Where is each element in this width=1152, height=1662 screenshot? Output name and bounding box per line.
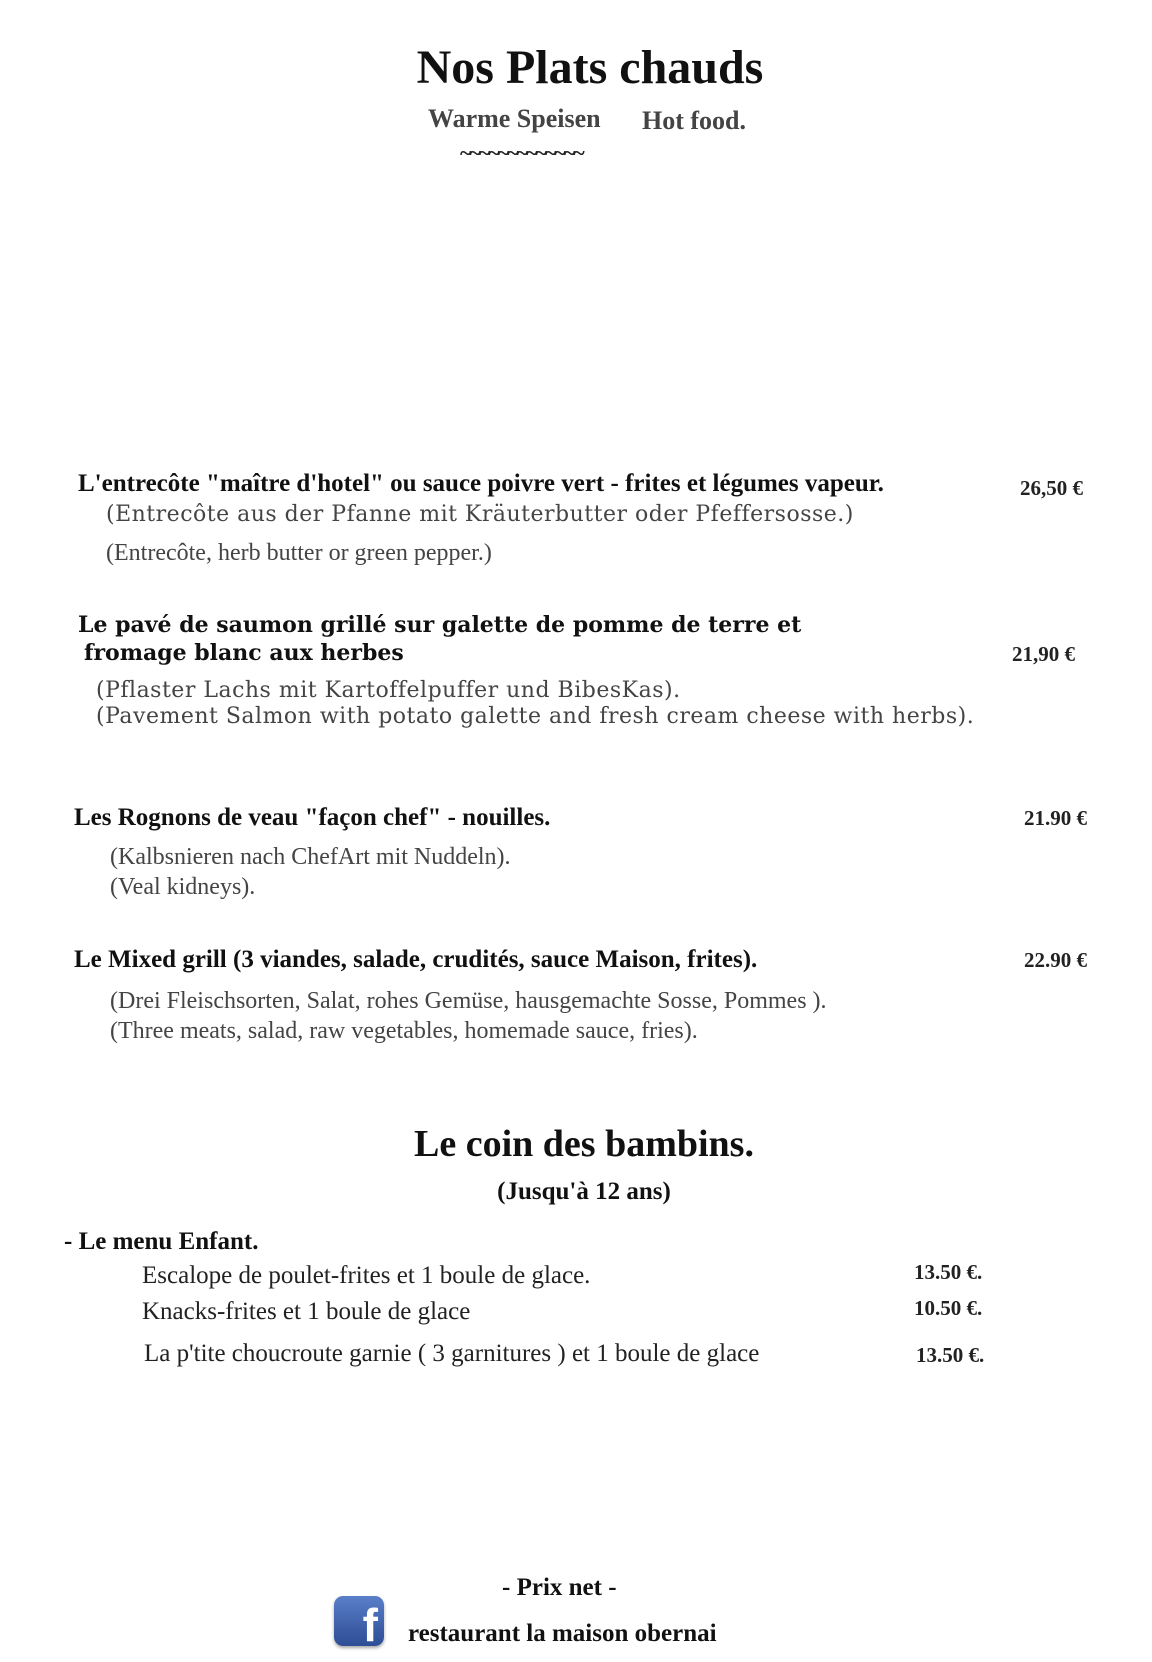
dish-name-mixed-grill: Le Mixed grill (3 viandes, salade, crudités, sauce Maison, frites). — [74, 946, 758, 973]
dish-desc-en-saumon: (Pavement Salmon with potato galette and fresh cream cheese with herbs). — [96, 704, 975, 729]
dish-desc-en-rognons: (Veal kidneys). — [110, 874, 256, 900]
dish-name-entrecote: L'entrecôte "maître d'hotel" ou sauce poivre vert - frites et légumes vapeur. — [78, 470, 884, 497]
kids-section-subtitle: (Jusqu'à 12 ans) — [497, 1178, 671, 1205]
dish-desc-en-entrecote: (Entrecôte, herb butter or green pepper.) — [106, 540, 492, 566]
dish-desc-de-entrecote: (Entrecôte aus der Pfanne mit Kräuterbutter oder Pfeffersosse.) — [106, 502, 854, 527]
kids-price-knacks: 10.50 €. — [914, 1296, 983, 1320]
facebook-icon[interactable] — [334, 1596, 384, 1646]
prix-net-note: - Prix net - — [502, 1574, 617, 1601]
dish-price-rognons: 21.90 € — [1024, 806, 1087, 830]
dish-desc-en-mixed-grill: (Three meats, salad, raw vegetables, homemade sauce, fries). — [110, 1018, 698, 1044]
kids-price-escalope: 13.50 €. — [914, 1260, 983, 1284]
facebook-glyph: f — [362, 1599, 378, 1646]
dish-desc-de-mixed-grill: (Drei Fleischsorten, Salat, rohes Gemüse, hausgemachte Sosse, Pommes ). — [110, 988, 827, 1014]
kids-menu-heading: - Le menu Enfant. — [64, 1228, 259, 1255]
subtitle-german: Warme Speisen — [428, 104, 601, 133]
kids-price-choucroute: 13.50 €. — [916, 1343, 985, 1367]
kids-item-escalope: Escalope de poulet-frites et 1 boule de glace. — [142, 1262, 591, 1289]
dish-price-mixed-grill: 22.90 € — [1024, 948, 1087, 972]
kids-section-title: Le coin des bambins. — [414, 1123, 754, 1165]
dish-price-entrecote: 26,50 € — [1020, 476, 1083, 500]
dish-desc-de-rognons: (Kalbsnieren nach ChefArt mit Nuddeln). — [110, 844, 511, 870]
restaurant-name: restaurant la maison obernai — [408, 1620, 717, 1647]
ornament-divider: ~~~~~~~~~~~~~ — [460, 140, 583, 165]
kids-item-knacks: Knacks-frites et 1 boule de glace — [142, 1298, 471, 1325]
dish-name-saumon-line2: fromage blanc aux herbes — [84, 640, 404, 666]
page-title: Nos Plats chauds — [416, 41, 764, 94]
dish-name-rognons: Les Rognons de veau "façon chef" - nouilles. — [74, 804, 551, 831]
subtitle-english: Hot food. — [642, 106, 746, 135]
dish-name-saumon-line1: Le pavé de saumon grillé sur galette de pomme de terre et — [78, 612, 802, 638]
kids-item-choucroute: La p'tite choucroute garnie ( 3 garnitures ) et 1 boule de glace — [144, 1340, 760, 1367]
dish-price-saumon: 21,90 € — [1012, 642, 1075, 666]
dish-desc-de-saumon: (Pflaster Lachs mit Kartoffelpuffer und BibesKas). — [96, 678, 681, 703]
